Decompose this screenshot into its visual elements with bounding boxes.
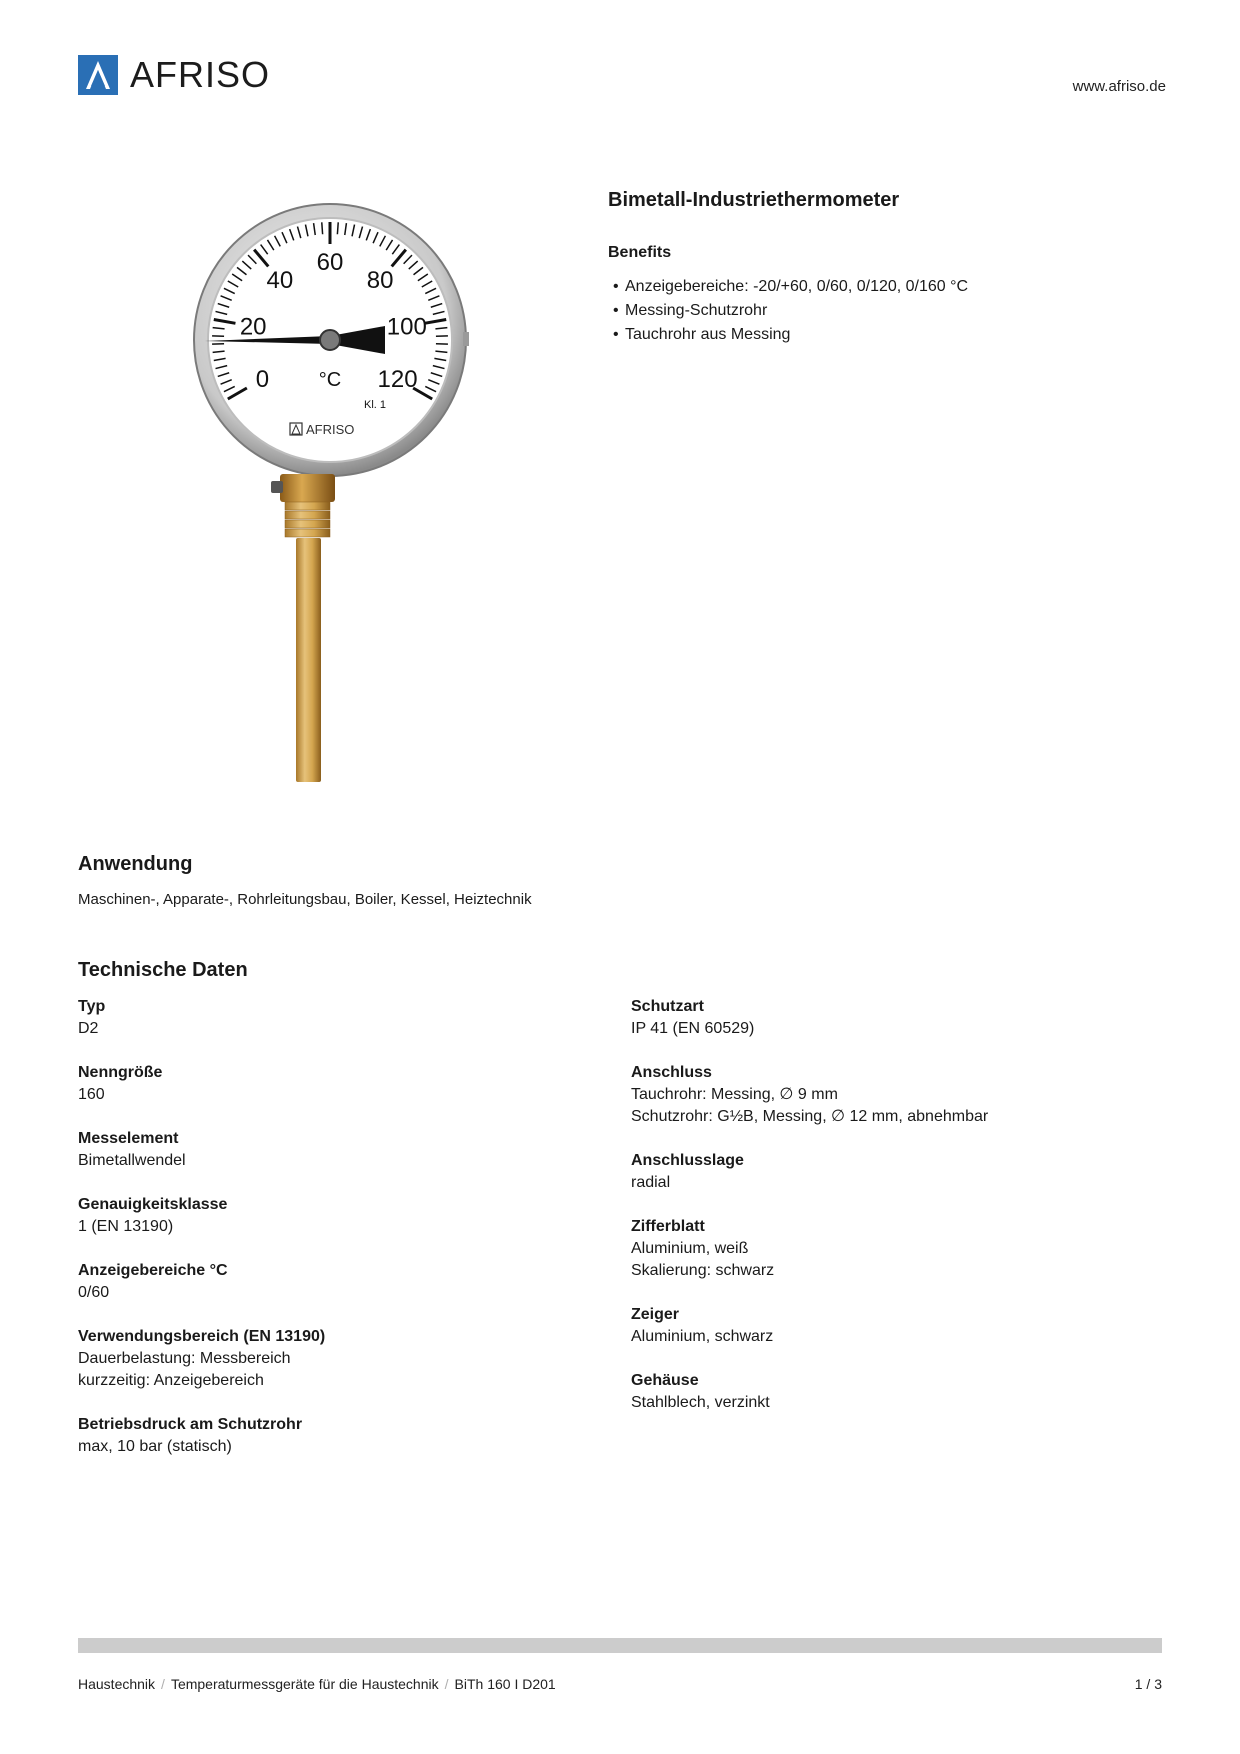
- spec-value: Aluminium, schwarz: [631, 1328, 774, 1345]
- breadcrumb-item: BiTh 160 I D201: [454, 1676, 556, 1692]
- spec-value: 1 (EN 13190): [78, 1218, 174, 1235]
- website-link[interactable]: www.afriso.de: [1072, 78, 1166, 95]
- spec-value: radial: [631, 1174, 671, 1191]
- spec-value: 0/60: [78, 1284, 110, 1301]
- spec-item: [78, 1260, 558, 1304]
- spec-item: [631, 1062, 1111, 1128]
- spec-value: max, 10 bar (statisch): [78, 1438, 232, 1455]
- spec-label: Gehäuse: [631, 1372, 699, 1389]
- spec-label: Typ: [78, 998, 106, 1015]
- product-title: Bimetall-Industriethermometer: [608, 189, 900, 211]
- spec-item: [631, 996, 1111, 1040]
- thermometer-image: [185, 200, 485, 785]
- list-item: • Tauchrohr aus Messing: [608, 323, 968, 347]
- spec-item: [78, 1414, 558, 1458]
- spec-item: [78, 1128, 558, 1172]
- list-item: • Messing-Schutzrohr: [608, 299, 968, 323]
- spec-label: Betriebsdruck am Schutzrohr: [78, 1416, 303, 1433]
- list-item: • Anzeigebereiche: -20/+60, 0/60, 0/120, 0/160 °C: [608, 275, 968, 299]
- gauge-scale-label: 100: [386, 313, 427, 341]
- gauge-scale-label: 0: [255, 366, 270, 393]
- spec-item: [631, 1304, 1111, 1348]
- gauge-scale-label: 80: [366, 267, 394, 295]
- breadcrumb-item[interactable]: Haustechnik: [78, 1676, 156, 1692]
- technische-daten-title: Technische Daten: [78, 959, 248, 981]
- spec-item: [631, 1150, 1111, 1194]
- spec-value: D2: [78, 1020, 99, 1037]
- footer-divider: [78, 1638, 1162, 1653]
- spec-label: Zifferblatt: [631, 1218, 705, 1235]
- benefits-heading: Benefits: [608, 244, 672, 261]
- spec-label: Schutzart: [631, 998, 704, 1015]
- gauge-scale-label: 120: [377, 366, 418, 393]
- gauge-brand: AFRISO: [306, 422, 355, 437]
- spec-label: Anschluss: [631, 1064, 712, 1081]
- gauge-class: Kl. 1: [363, 399, 387, 411]
- breadcrumb-item[interactable]: Temperaturmessgeräte für die Haustechnik: [170, 1676, 439, 1692]
- spec-item: [78, 1062, 558, 1106]
- spec-label: Anzeigebereiche °C: [78, 1262, 228, 1279]
- spec-item: [78, 996, 558, 1040]
- spec-value: Tauchrohr: Messing, ∅ 9 mm: [631, 1086, 838, 1103]
- spec-item: [78, 1326, 558, 1392]
- spec-value: 160: [78, 1086, 105, 1103]
- spec-value: Bimetallwendel: [78, 1152, 186, 1169]
- gauge-scale-label: 20: [239, 313, 267, 341]
- spec-column-left: [78, 996, 558, 1480]
- gauge-unit: °C: [318, 369, 342, 391]
- spec-value: kurzzeitig: Anzeigebereich: [78, 1372, 264, 1389]
- brand-name: AFRISO: [130, 54, 271, 95]
- spec-item: [78, 1194, 558, 1238]
- spec-value: Stahlblech, verzinkt: [631, 1394, 770, 1411]
- spec-value: Dauerbelastung: Messbereich: [78, 1350, 291, 1367]
- gauge-scale-label: 40: [266, 267, 294, 295]
- spec-value: IP 41 (EN 60529): [631, 1020, 755, 1037]
- spec-label: Messelement: [78, 1130, 179, 1147]
- spec-value: Skalierung: schwarz: [631, 1262, 775, 1279]
- gauge-scale-label: 60: [316, 249, 344, 276]
- anwendung-text: Maschinen-, Apparate-, Rohrleitungsbau, Boiler, Kessel, Heiztechnik: [78, 891, 532, 908]
- page-number: 1 / 3: [1134, 1676, 1162, 1692]
- spec-value: Schutzrohr: G½B, Messing, ∅ 12 mm, abnehmbar: [631, 1108, 989, 1125]
- benefits-list: [608, 275, 968, 347]
- afriso-logo-icon: [78, 55, 118, 95]
- spec-label: Verwendungsbereich (EN 13190): [78, 1328, 326, 1345]
- spec-label: Genauigkeitsklasse: [78, 1196, 228, 1213]
- brand-logo: [78, 54, 270, 96]
- spec-label: Zeiger: [631, 1306, 680, 1323]
- anwendung-title: Anwendung: [78, 853, 193, 875]
- spec-label: Nenngröße: [78, 1064, 163, 1081]
- breadcrumb: Haustechnik / Temperaturmessgeräte für die Haustechnik / BiTh 160 I D201: [78, 1676, 556, 1692]
- spec-label: Anschlusslage: [631, 1152, 744, 1169]
- spec-value: Aluminium, weiß: [631, 1240, 749, 1257]
- spec-item: [631, 1370, 1111, 1414]
- spec-column-right: [631, 996, 1111, 1436]
- spec-item: [631, 1216, 1111, 1282]
